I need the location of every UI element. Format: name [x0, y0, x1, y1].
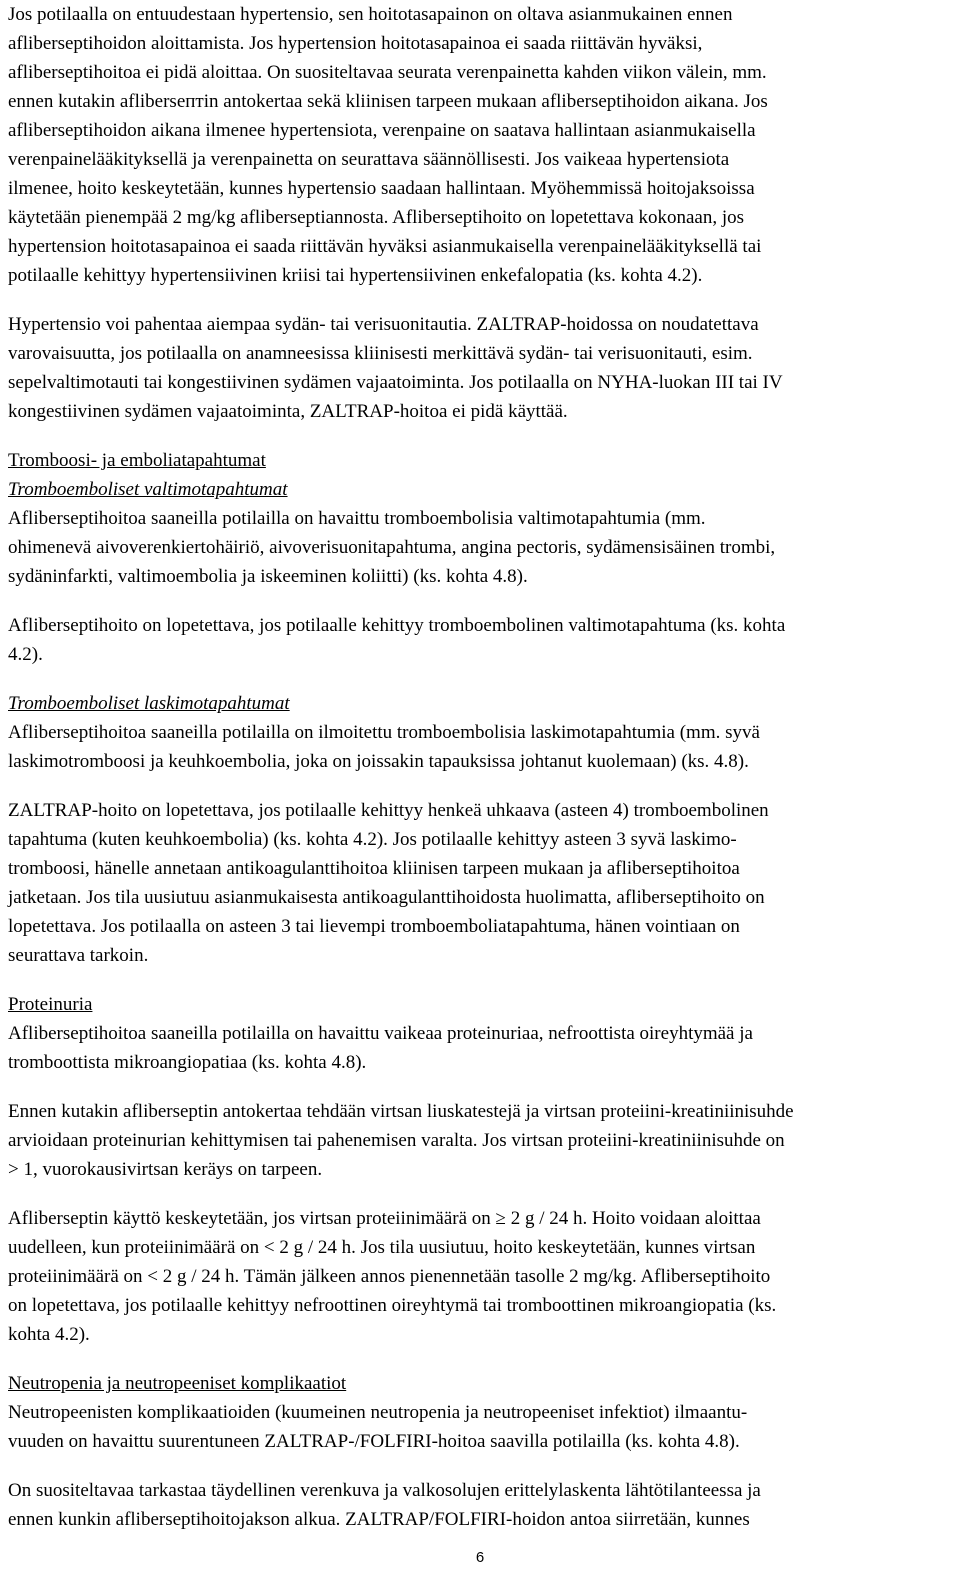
paragraph-proteinuria-stop: [8, 1204, 952, 1349]
text-line: vuuden on havaittu suurentuneen ZALTRAP-/FOLFIRI-hoitoa saavilla potilailla (ks. kohta 4.8).: [8, 1431, 740, 1452]
text-line: ilmenee, hoito keskeytetään, kunnes hypertensio saadaan hallintaan. Myöhemmissä hoitojaksoissa: [8, 178, 755, 199]
text-line: laskimotromboosi ja keuhkoembolia, joka on joissakin tapauksissa johtanut kuolemaan) (ks. 4.8).: [8, 751, 749, 772]
subsection-heading: Tromboemboliset laskimotapahtumat: [8, 693, 290, 714]
section-heading: Proteinuria: [8, 994, 93, 1015]
paragraph-heart-disease: [8, 310, 952, 426]
paragraph-proteinuria-monitoring: [8, 1097, 952, 1184]
text-line: lopetettava. Jos potilaalla on asteen 3 tai lievempi tromboemboliatapahtuma, hänen vointiaan on: [8, 916, 740, 937]
text-line: verenpainelääkityksellä ja verenpainetta on seurattava säännöllisesti. Jos vaikeaa hypertensiota: [8, 149, 730, 170]
text-line: proteiinimäärä on < 2 g / 24 h. Tämän jälkeen annos pienennetään tasolle 2 mg/kg. Afliberseptihoito: [8, 1266, 771, 1287]
paragraph-hypertension-control: [8, 0, 952, 290]
text-line: Afliberseptihoitoa saaneilla potilailla on havaittu vaikeaa proteinuriaa, nefroottista oireyhtymää ja: [8, 1023, 753, 1044]
text-line: on lopetettava, jos potilaalle kehittyy nefroottinen oireyhtymä tai tromboottinen mikroangiopatia (ks.: [8, 1295, 777, 1316]
text-line: Afliberseptin käyttö keskeytetään, jos virtsan proteiinimäärä on ≥ 2 g / 24 h. Hoito voidaan aloittaa: [8, 1208, 761, 1229]
text-line: > 1, vuorokausivirtsan keräys on tarpeen.: [8, 1159, 323, 1180]
text-line: potilaalle kehittyy hypertensiivinen kriisi tai hypertensiivinen enkefalopatia (ks. kohta 4.2).: [8, 265, 703, 286]
text-line: tromboottista mikroangiopatiaa (ks. kohta 4.8).: [8, 1052, 367, 1073]
section-heading: Tromboosi- ja emboliatapahtumat: [8, 450, 266, 471]
paragraph-venous-events: [8, 689, 952, 776]
paragraph-arterial-stop: [8, 611, 952, 669]
text-line: ennen kutakin aflibersептin antokertaa sekä kliinisen tarpeen mukaan afliberseptihoidon aikana. Jos: [8, 91, 768, 112]
text-line: hypertension hoitotasapainoa ei saada riittävän hyväksi asianmukaisella verenpainelääkityksellä tai: [8, 236, 762, 257]
section-heading: Neutropenia ja neutropeeniset komplikaatiot: [8, 1373, 347, 1394]
text-line: käytetään pienempää 2 mg/kg afliberseptiannosta. Afliberseptihoito on lopetettava kokonaan, jos: [8, 207, 745, 228]
text-line: uudelleen, kun proteiinimäärä on < 2 g / 24 h. Jos tila uusiutuu, hoito keskeytetään, kunnes virtsan: [8, 1237, 756, 1258]
text-line: Ennen kutakin afliberseptin antokertaa tehdään virtsan liuskatestejä ja virtsan proteiini-kreatiniinisuhde: [8, 1101, 794, 1122]
text-line: Jos potilaalla on entuudestaan hypertensio, sen hoitotasapainon on oltava asianmukainen ennen: [8, 4, 733, 25]
text-line: afliberseptihoidon aloittamista. Jos hypertension hoitotasapainoa ei saada riittävän hyväksi,: [8, 33, 703, 54]
text-line: ennen kunkin afliberseptihoitojakson alkua. ZALTRAP/FOLFIRI-hoidon antoa siirretään, kunnes: [8, 1509, 750, 1530]
text-line: varovaisuutta, jos potilaalla on anamneesissa kliinisesti merkittävä sydän- tai verisuonitauti, esim.: [8, 343, 753, 364]
text-line: seurattava tarkoin.: [8, 945, 149, 966]
document-page: [8, 0, 952, 1534]
text-line: 4.2).: [8, 644, 43, 665]
text-line: arvioidaan proteinurian kehittymisen tai pahenemisen varalta. Jos virtsan proteiini-kreatiniinisuhde on: [8, 1130, 785, 1151]
paragraph-arterial-events: [8, 446, 952, 591]
paragraph-proteinuria: [8, 990, 952, 1077]
text-line: kohta 4.2).: [8, 1324, 90, 1345]
paragraph-venous-stop: [8, 796, 952, 970]
text-line: ohimenevä aivoverenkiertohäiriö, aivoverisuonitapahtuma, angina pectoris, sydämensisäinen trombi,: [8, 537, 776, 558]
text-line: On suositeltavaa tarkastaa täydellinen verenkuva ja valkosolujen erittelylaskenta lähtötilanteessa ja: [8, 1480, 761, 1501]
text-line: Afliberseptihoitoa saaneilla potilailla on havaittu tromboembolisia valtimotapahtumia (mm.: [8, 508, 706, 529]
paragraph-blood-count: [8, 1476, 952, 1534]
text-line: afliberseptihoidon aikana ilmenee hypertensiota, verenpaine on saatava hallintaan asianmukaisella: [8, 120, 756, 141]
paragraph-neutropenia: [8, 1369, 952, 1456]
text-line: Hypertensio voi pahentaa aiempaa sydän- tai verisuonitautia. ZALTRAP-hoidossa on noudatettava: [8, 314, 759, 335]
text-line: sydäninfarkti, valtimoembolia ja iskeeminen koliitti) (ks. kohta 4.8).: [8, 566, 528, 587]
text-line: tapahtuma (kuten keuhkoembolia) (ks. kohta 4.2). Jos potilaalle kehittyy asteen 3 syvä laskimo-: [8, 829, 737, 850]
page-number: 6: [475, 1549, 485, 1566]
text-line: ZALTRAP-hoito on lopetettava, jos potilaalle kehittyy henkeä uhkaava (asteen 4) tromboembolinen: [8, 800, 769, 821]
text-line: jatketaan. Jos tila uusiutuu asianmukaisesta antikoagulanttihoidosta huolimatta, afliberseptihoito on: [8, 887, 765, 908]
text-line: tromboosi, hänelle annetaan antikoagulanttihoitoa kliinisen tarpeen mukaan ja afliberseptihoitoa: [8, 858, 740, 879]
text-line: kongestiivinen sydämen vajaatoiminta, ZALTRAP-hoitoa ei pidä käyttää.: [8, 401, 568, 422]
subsection-heading: Tromboemboliset valtimotapahtumat: [8, 479, 288, 500]
text-line: Afliberseptihoitoa saaneilla potilailla on ilmoitettu tromboembolisia laskimotapahtumia (mm. syvä: [8, 722, 760, 743]
text-line: Afliberseptihoito on lopetettava, jos potilaalle kehittyy tromboembolinen valtimotapahtuma (ks. kohta: [8, 615, 786, 636]
text-line: afliberseptihoitoa ei pidä aloittaa. On suositeltavaa seurata verenpainetta kahden viikon välein, mm.: [8, 62, 767, 83]
text-line: sepelvaltimotauti tai kongestiivinen sydämen vajaatoiminta. Jos potilaalla on NYHA-luokan III tai IV: [8, 372, 783, 393]
text-line: Neutropeenisten komplikaatioiden (kuumeinen neutropenia ja neutropeeniset infektiot) ilmaantu-: [8, 1402, 748, 1423]
